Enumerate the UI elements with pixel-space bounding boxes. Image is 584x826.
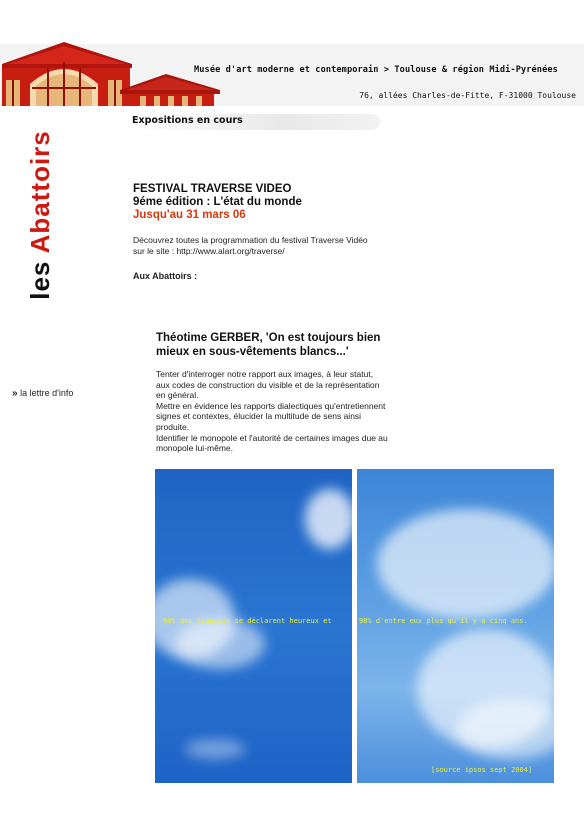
logo-abattoirs: Abattoirs [25,130,55,254]
artist-title-line: mieux en sous-vêtements blancs...' [156,346,349,358]
artist-desc-line: Identifier le monopole et l'autorité de certaines images due au [156,432,388,443]
cloud-shape [185,739,245,759]
vertical-logo[interactable] [25,115,55,315]
artist-description [156,369,406,454]
abattoirs-building-logo[interactable] [2,40,224,106]
cloud-shape [175,619,265,669]
sky-source-caption: [source ipsos sept 2004] [431,766,533,774]
artist-desc-line: en général. [156,390,199,401]
artist-desc-line: aux codes de construction du visible et de la représentation [156,379,380,390]
artist-block [156,331,406,454]
sky-image-right [357,469,554,783]
section-title: Expositions en cours [132,115,243,126]
festival-dates: Jusqu'au 31 mars 06 [133,209,246,221]
museum-address: 76, allées Charles-de-Fitte, F-31000 Toulouse [359,91,576,100]
double-chevron-right-icon: » [12,388,18,399]
sky-image-left [155,469,352,783]
cloud-shape [457,699,554,759]
festival-edition: 9éme édition : L'état du monde [133,196,302,208]
artist-title [156,331,406,359]
section-tab [132,114,380,130]
artist-desc-line: Tenter d'interroger notre rapport aux images, à leur statut, [156,369,374,379]
festival-desc-line: Découvrez toutes la programmation du festival Traverse Vidéo [133,235,368,245]
museum-breadcrumb: Musée d'art moderne et contemporain > Toulouse & région Midi-Pyrénées [194,65,558,75]
festival-title: FESTIVAL TRAVERSE VIDEO [133,183,292,195]
artist-desc-line: monopole lui-même. [156,443,234,454]
festival-venue: Aux Abattoirs : [133,271,198,281]
festival-block [133,183,433,281]
cloud-shape [377,509,554,619]
cloud-shape [305,489,352,549]
logo-les: les [25,260,55,300]
sky-caption-left: 90% des français se déclarent heureux et [163,617,332,625]
artist-desc-line: Mettre en évidence les rapports dialectiques qu'entretiennent [156,400,386,411]
newsletter-link[interactable] [12,388,73,399]
newsletter-label: la lettre d'info [20,388,74,398]
artist-title-line: Théotime GERBER, 'On est toujours bien [156,332,381,344]
festival-site-link[interactable]: sur le site : http://www.alart.org/traverse/ [133,246,285,256]
artist-desc-line: produite. [156,421,190,432]
festival-description [133,235,433,257]
sky-caption-right: 98% d'entre eux plus qu'il y a cinq ans. [359,617,528,625]
artist-desc-line: signes et contextes, élucider la multitude de sens ainsi [156,411,362,422]
